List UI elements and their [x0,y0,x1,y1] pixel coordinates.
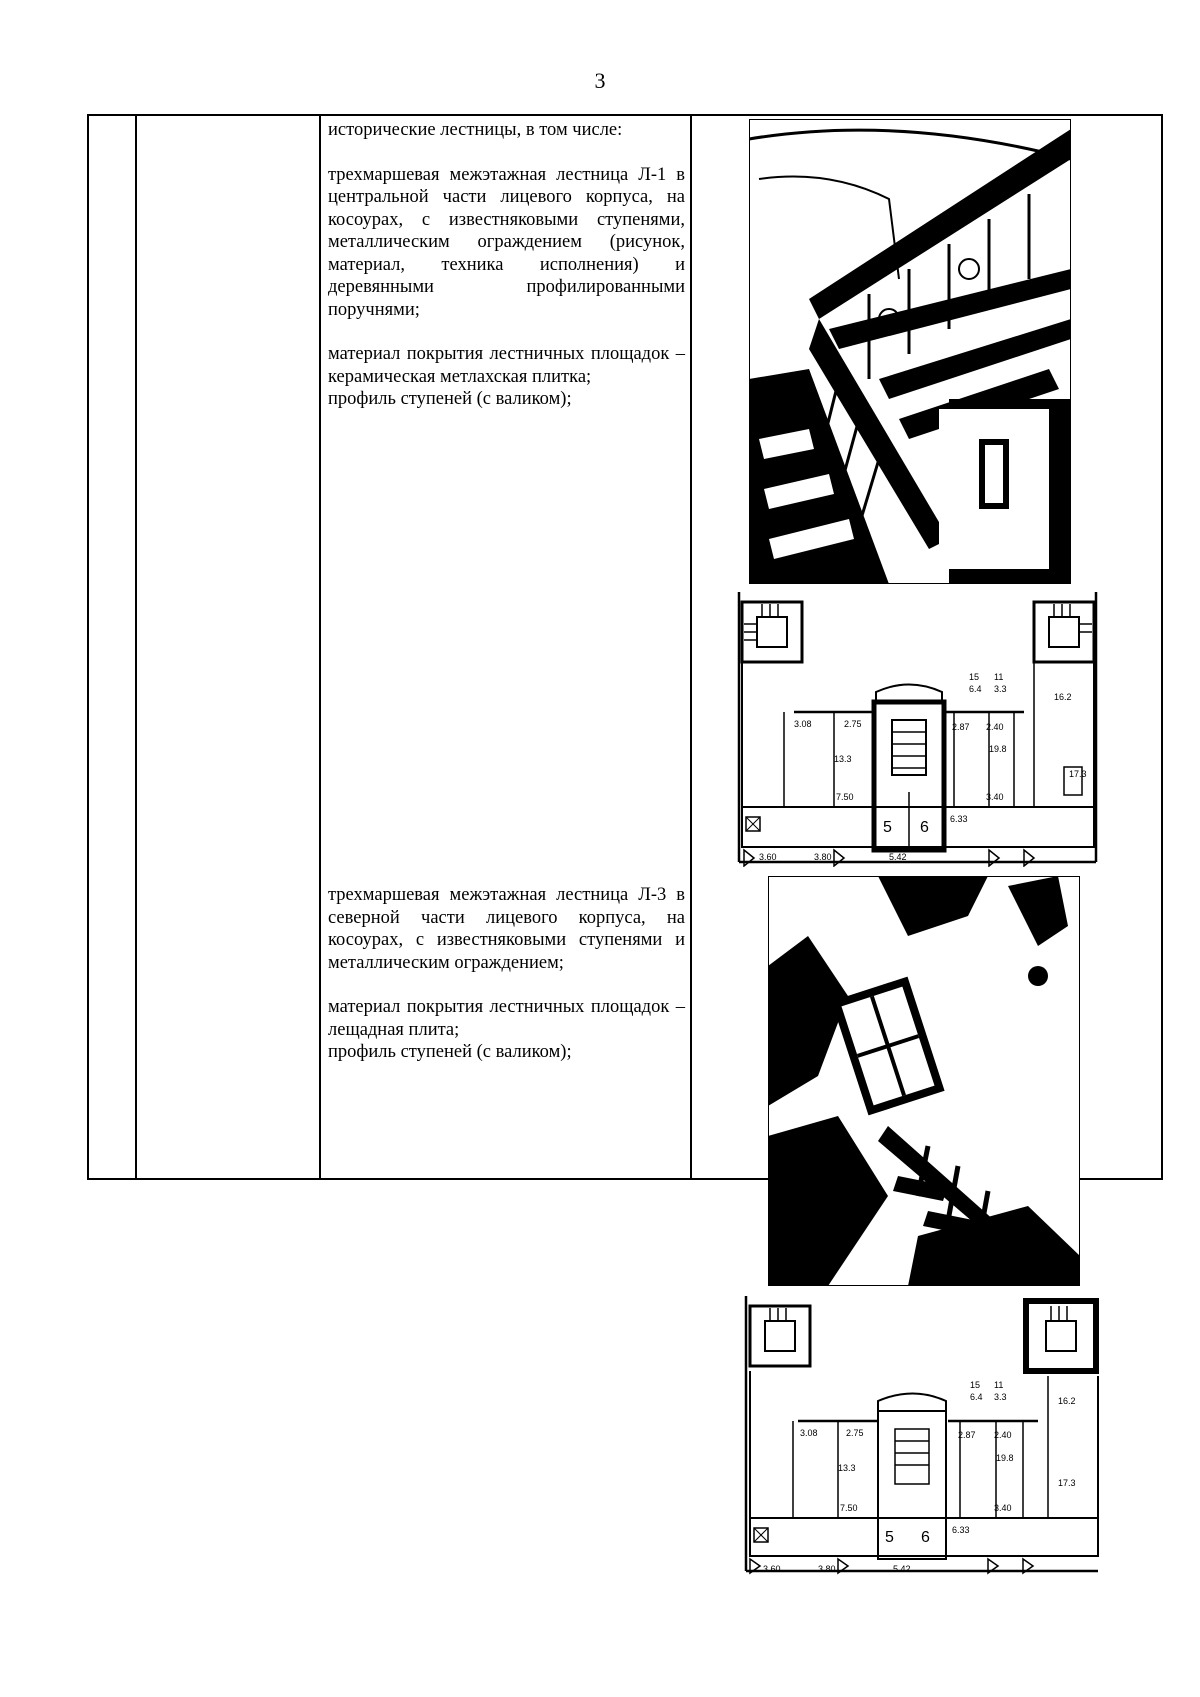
plan1-dim-3: 2.87 [952,722,970,732]
plan2-dim-top-3: 11 [994,1380,1004,1390]
stair-l1-photo [749,119,1071,584]
plan1-dim-top-1: 15 [969,672,980,682]
page-number: 3 [594,68,606,93]
stair-l3-description: трехмаршевая межэтажная лестница Л-3 в северной части лицевого корпуса, на косоурах, с известняковыми ступенями и металлическим ограждением; [328,885,685,973]
stair-l3-landing-material: материал покрытия лестничных площадок – лещадная плита; [328,997,685,1040]
plan2-dim-6: 7.50 [840,1503,858,1513]
stair-l3-text [328,884,685,1064]
plan2-dim-7: 6.33 [952,1525,970,1535]
plan2-dim-5: 3.40 [994,1503,1012,1513]
plan1-dim-4: 2.40 [986,722,1004,732]
plan1-dim-9: 13.3 [834,754,852,764]
stair-l3-photo [768,876,1080,1286]
plan1-dim-1: 3.08 [794,719,812,729]
plan1-dim-top-4: 3.3 [994,684,1007,694]
stair-l1-step-profile: профиль ступеней (с валиком); [328,389,572,409]
plan2-dim-2: 2.75 [846,1428,864,1438]
plan2-dim-top-1: 15 [970,1380,981,1390]
stair-l1-landing-material: материал покрытия лестничных площадок – керамическая метлахская плитка; [328,344,685,387]
intro-text: исторические лестницы, в том числе: [328,120,623,140]
plan2-dim-9: 13.3 [838,1463,856,1473]
plan2-dim-bottom-2: 3.80 [818,1564,836,1574]
plan2-dim-3: 2.87 [958,1430,976,1440]
stair-l3-step-profile: профиль ступеней (с валиком); [328,1042,572,1062]
plan1-dim-10: 16.2 [1054,692,1072,702]
plan1-dim-bottom-1: 3.60 [759,852,777,862]
plan2-dim-1: 3.08 [800,1428,818,1438]
stair-l1-text [328,119,685,411]
plan1-dim-6: 7.50 [836,792,854,802]
plan1-dim-5: 3.40 [986,792,1004,802]
stair-l3-floor-plan [738,1296,1123,1576]
plan2-dim-11: 17.3 [1058,1478,1076,1488]
plan1-dim-7: 6.33 [950,814,968,824]
plan1-dim-top-3: 11 [994,672,1004,682]
plan2-dim-8: 19.8 [996,1453,1014,1463]
plan2-dim-bottom-3: 5.42 [893,1564,911,1574]
plan1-room-6: 6 [920,819,929,836]
plan1-dim-bottom-2: 3.80 [814,852,832,862]
plan2-room-5: 5 [885,1529,894,1546]
plan2-dim-4: 2.40 [994,1430,1012,1440]
plan1-dim-bottom-3: 5.42 [889,852,907,862]
plan2-dim-10: 16.2 [1058,1396,1076,1406]
stair-l1-description: трехмаршевая межэтажная лестница Л-1 в центральной части лицевого корпуса, на косоурах, с известняковыми ступенями, металлическим ограждением (рисунок, материал, техника исполнения) и деревянными профилированными поручнями; [328,164,685,320]
plan2-room-6: 6 [921,1529,930,1546]
plan1-dim-top-2: 6.4 [969,684,982,694]
plan1-room-5: 5 [883,819,892,836]
plan1-dim-2: 2.75 [844,719,862,729]
plan1-dim-8: 19.8 [989,744,1007,754]
plan1-dim-11: 17.3 [1069,769,1087,779]
plan2-dim-top-2: 6.4 [970,1392,983,1402]
plan2-dim-bottom-1: 3.60 [763,1564,781,1574]
stair-l1-floor-plan [724,592,1112,867]
plan2-dim-top-4: 3.3 [994,1392,1007,1402]
